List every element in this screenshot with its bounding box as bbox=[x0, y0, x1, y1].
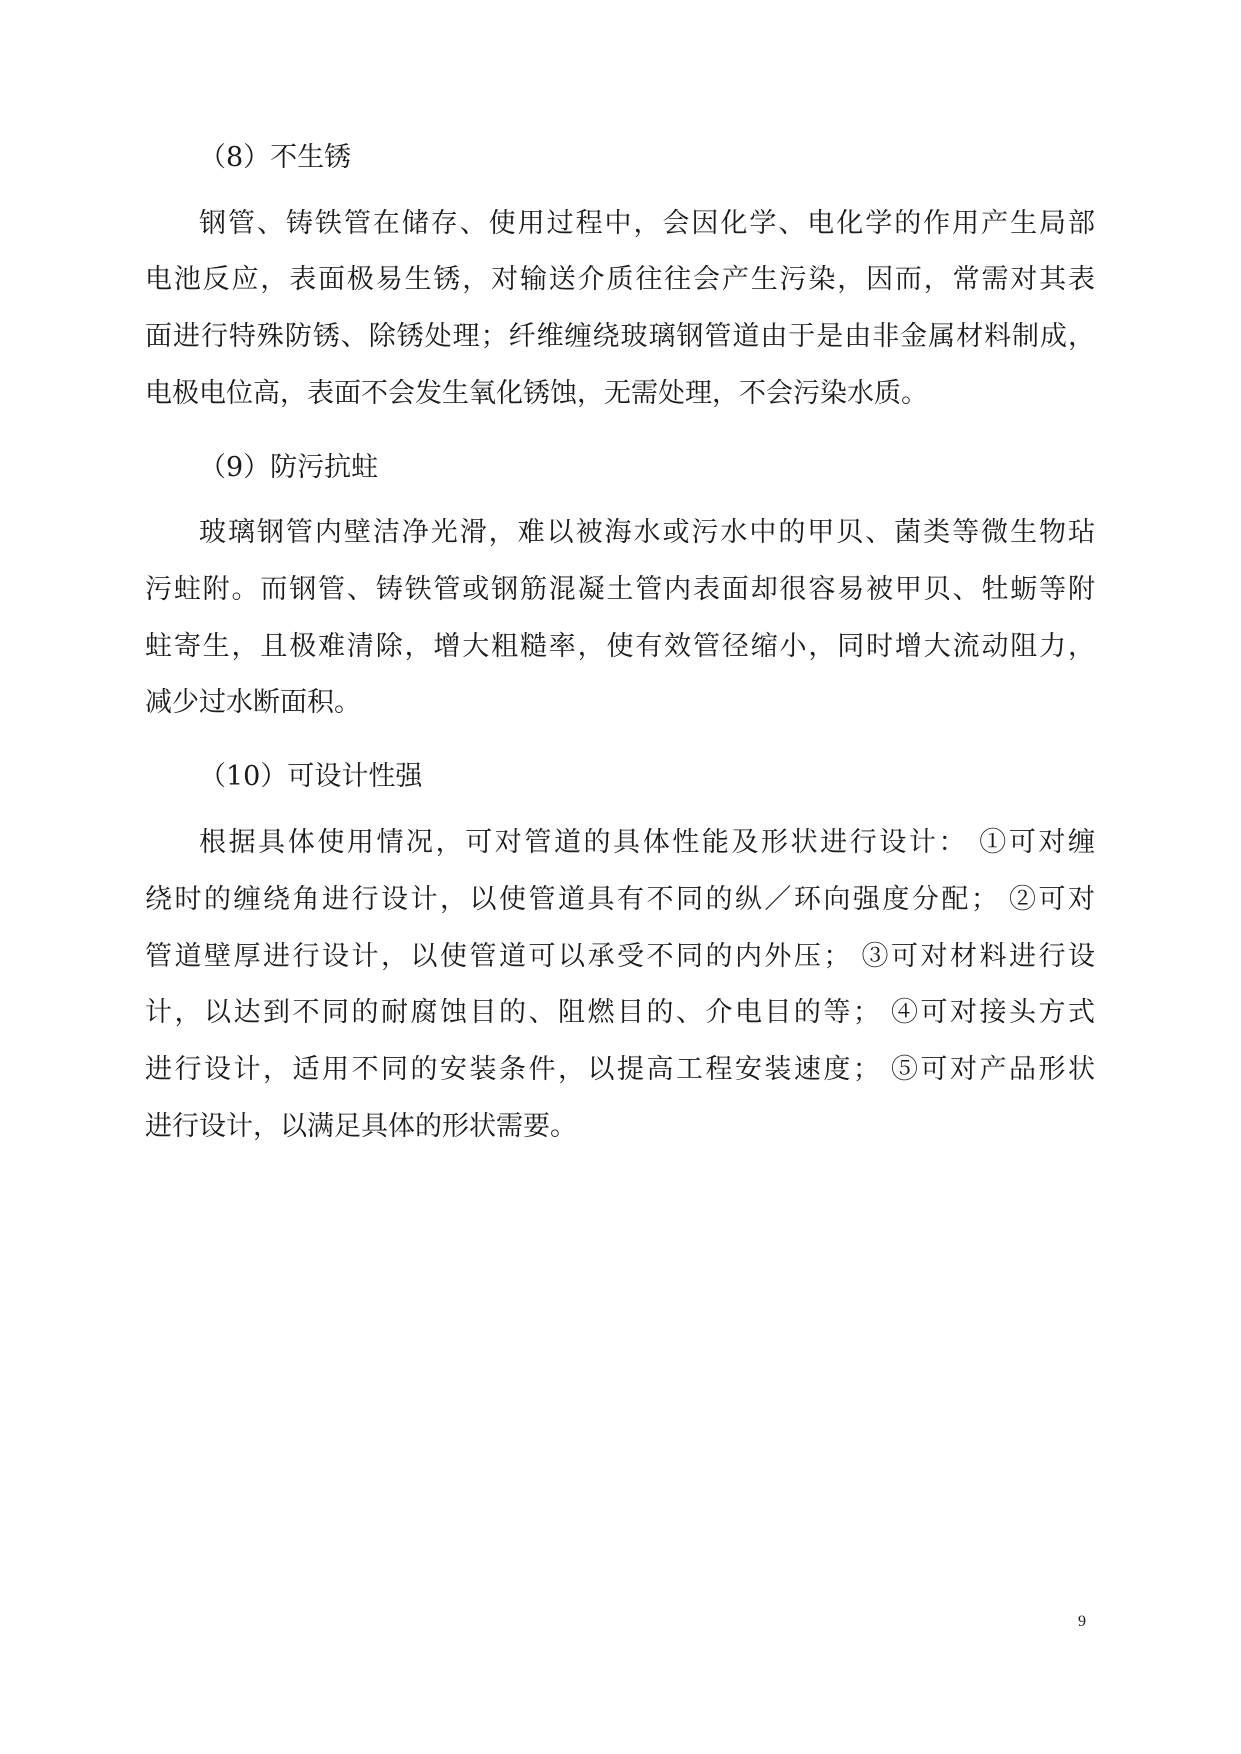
section-heading-9: （9）防污抗蛀 bbox=[199, 452, 379, 483]
paragraph-line: 进行设计，以满足具体的形状需要。 bbox=[145, 1111, 577, 1142]
paragraph-line: 计，以达到不同的耐腐蚀目的、阻燃目的、介电目的等； ④可对接头方式 bbox=[145, 997, 1095, 1028]
page-number: 9 bbox=[1078, 1613, 1086, 1630]
paragraph-line: 绕时的缠绕角进行设计，以使管道具有不同的纵／环向强度分配； ②可对 bbox=[145, 884, 1095, 915]
paragraph-line: 电极电位高，表面不会发生氧化锈蚀，无需处理，不会污染水质。 bbox=[145, 378, 928, 409]
paragraph-line: 管道壁厚进行设计，以使管道可以承受不同的内外压； ③可对材料进行设 bbox=[145, 941, 1095, 972]
paragraph-line: 电池反应，表面极易生锈，对输送介质往往会产生污染，因而，常需对其表 bbox=[145, 264, 1095, 295]
paragraph-line: 蛀寄生，且极难清除，增大粗糙率，使有效管径缩小，同时增大流动阻力， bbox=[145, 631, 1095, 662]
paragraph-line: 根据具体使用情况，可对管道的具体性能及形状进行设计： ①可对缠 bbox=[199, 827, 1095, 858]
paragraph-line: 进行设计，适用不同的安装条件，以提高工程安装速度； ⑤可对产品形状 bbox=[145, 1054, 1095, 1085]
paragraph-line: 污蛀附。而钢管、铸铁管或钢筋混凝土管内表面却很容易被甲贝、牡蛎等附 bbox=[145, 574, 1095, 605]
paragraph-line: 面进行特殊防锈、除锈处理；纤维缠绕玻璃钢管道由于是由非金属材料制成， bbox=[145, 321, 1095, 352]
paragraph-line: 减少过水断面积。 bbox=[145, 687, 361, 718]
section-heading-8: （8）不生锈 bbox=[199, 142, 352, 173]
section-heading-10: （10）可设计性强 bbox=[199, 761, 423, 792]
paragraph-line: 钢管、铸铁管在储存、使用过程中，会因化学、电化学的作用产生局部 bbox=[199, 208, 1095, 239]
paragraph-line: 玻璃钢管内壁洁净光滑，难以被海水或污水中的甲贝、菌类等微生物玷 bbox=[199, 517, 1095, 548]
